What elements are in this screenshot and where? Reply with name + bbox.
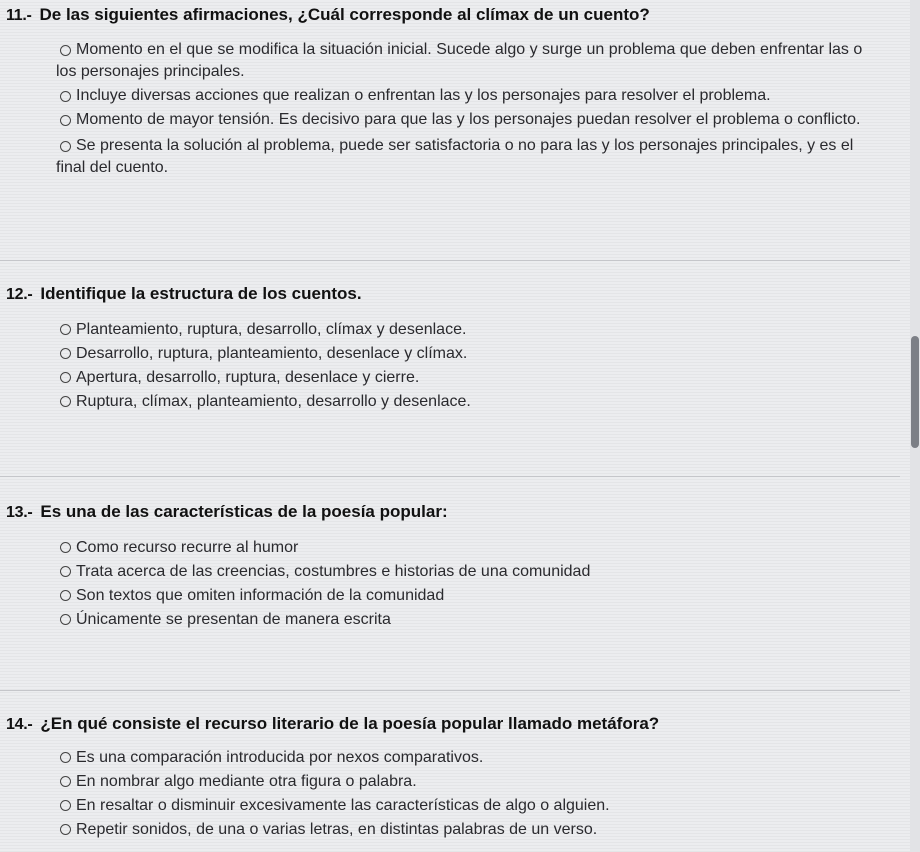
question-number: 11.-: [6, 7, 32, 24]
option-text: Momento de mayor tensión. Es decisivo para que las y los personajes puedan resolver el problema o conflicto.: [76, 111, 861, 128]
radio-button[interactable]: [60, 590, 71, 601]
options-list: [0, 318, 900, 414]
answer-option[interactable]: [0, 746, 900, 770]
answer-option[interactable]: [0, 390, 900, 414]
option-text: Momento en el que se modifica la situación inicial. Sucede algo y surge un problema que deben enfrentar las o los personajes principales.: [56, 41, 863, 80]
radio-button[interactable]: [60, 614, 71, 625]
question-11: [0, 5, 900, 179]
radio-button[interactable]: [60, 566, 71, 577]
answer-option[interactable]: [0, 770, 900, 794]
option-text: En resaltar o disminuir excesivamente las características de algo o alguien.: [76, 797, 610, 814]
radio-button[interactable]: [60, 752, 71, 763]
question-13: [0, 502, 900, 632]
option-text: Como recurso recurre al humor: [76, 539, 299, 556]
section-divider: [0, 476, 900, 477]
answer-option[interactable]: [0, 818, 900, 842]
options-list: [0, 536, 900, 632]
answer-option[interactable]: [0, 608, 900, 632]
option-text: Desarrollo, ruptura, planteamiento, desenlace y clímax.: [76, 345, 468, 362]
scrollbar-thumb[interactable]: [911, 336, 919, 448]
radio-button[interactable]: [60, 372, 71, 383]
question-text: ¿En qué consiste el recurso literario de la poesía popular llamado metáfora?: [40, 714, 660, 733]
question-text: Identifique la estructura de los cuentos.: [40, 284, 362, 303]
option-text: Trata acerca de las creencias, costumbres e historias de una comunidad: [76, 563, 591, 580]
question-text: Es una de las características de la poesía popular:: [40, 502, 448, 521]
option-text: En nombrar algo mediante otra figura o palabra.: [76, 773, 417, 790]
radio-button[interactable]: [60, 45, 71, 56]
scrollbar-track[interactable]: [910, 0, 920, 852]
answer-option[interactable]: [0, 109, 900, 131]
section-divider: [0, 260, 900, 261]
question-header: [0, 284, 900, 304]
radio-button[interactable]: [60, 141, 71, 152]
radio-button[interactable]: [60, 542, 71, 553]
answer-option[interactable]: [0, 584, 900, 608]
answer-option[interactable]: [0, 342, 900, 366]
option-text: Planteamiento, ruptura, desarrollo, clímax y desenlace.: [76, 321, 467, 338]
question-12: [0, 284, 900, 414]
radio-button[interactable]: [60, 824, 71, 835]
option-text: Es una comparación introducida por nexos comparativos.: [76, 749, 484, 766]
radio-button[interactable]: [60, 800, 71, 811]
answer-option[interactable]: [0, 366, 900, 390]
option-text: Apertura, desarrollo, ruptura, desenlace y cierre.: [76, 369, 420, 386]
options-list: [0, 746, 900, 842]
question-14: [0, 714, 900, 842]
answer-option[interactable]: [0, 536, 900, 560]
radio-button[interactable]: [60, 348, 71, 359]
answer-option[interactable]: [0, 794, 900, 818]
question-number: 14.-: [6, 716, 33, 733]
question-number: 12.-: [6, 286, 33, 303]
radio-button[interactable]: [60, 324, 71, 335]
question-header: [0, 714, 900, 734]
answer-option[interactable]: [0, 85, 900, 107]
question-text: De las siguientes afirmaciones, ¿Cuál corresponde al clímax de un cuento?: [39, 5, 650, 24]
question-number: 13.-: [6, 504, 33, 521]
question-header: [0, 5, 900, 25]
option-text: Incluye diversas acciones que realizan o enfrentan las y los personajes para resolver el problema.: [76, 87, 771, 104]
option-text: Se presenta la solución al problema, puede ser satisfactoria o no para las y los personajes principales, y es el final del cuento.: [56, 137, 854, 176]
option-text: Únicamente se presentan de manera escrita: [76, 611, 391, 628]
radio-button[interactable]: [60, 91, 71, 102]
answer-option[interactable]: [0, 135, 900, 179]
option-text: Repetir sonidos, de una o varias letras, en distintas palabras de un verso.: [76, 821, 598, 838]
answer-option[interactable]: [0, 39, 900, 83]
radio-button[interactable]: [60, 396, 71, 407]
section-divider: [0, 690, 900, 691]
answer-option[interactable]: [0, 560, 900, 584]
radio-button[interactable]: [60, 115, 71, 126]
answer-option[interactable]: [0, 318, 900, 342]
radio-button[interactable]: [60, 776, 71, 787]
option-text: Ruptura, clímax, planteamiento, desarrollo y desenlace.: [76, 393, 471, 410]
question-header: [0, 502, 900, 522]
option-text: Son textos que omiten información de la comunidad: [76, 587, 445, 604]
